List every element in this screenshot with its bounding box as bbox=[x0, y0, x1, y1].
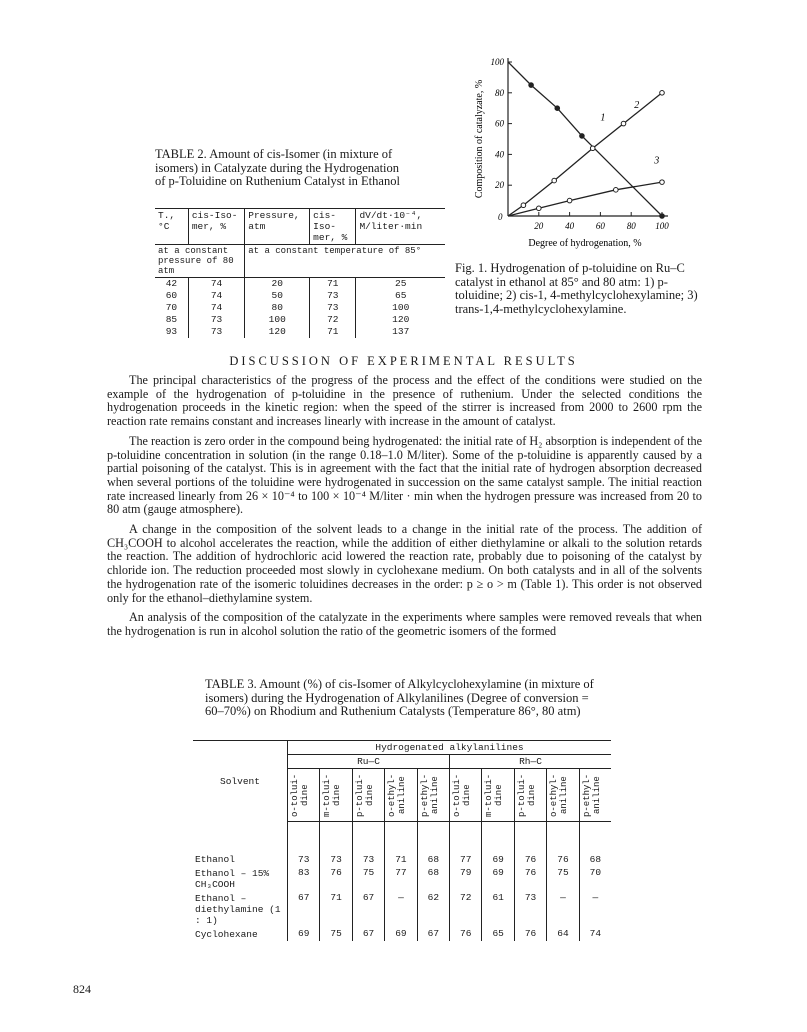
table3-cell: 73 bbox=[352, 822, 384, 867]
table3-column-header bbox=[579, 769, 611, 822]
table3-solvent-header: Solvent bbox=[193, 741, 288, 822]
table2-cell: 70 bbox=[155, 302, 188, 314]
table3-cell: 71 bbox=[385, 822, 417, 867]
table3-cell: 76 bbox=[450, 927, 482, 941]
table2-header: T., °C bbox=[155, 209, 188, 245]
x-tick-label: 20 bbox=[534, 221, 544, 231]
table2-cell: 73 bbox=[188, 314, 244, 326]
table2-row bbox=[155, 326, 445, 338]
table3-cell: 72 bbox=[450, 891, 482, 927]
paragraph: The principal characteristics of the progress of the process and the effect of the conditions were studied on the example of the hydrogenation of p-toluidine in the presence of ruthenium. Under the selected conditions the hydrogenation proceeds in the kinetic region: when the speed of the stirrer is increased from 2000 to 2600 rpm the reaction rate remains constant and increases linearly with increase in the amount of catalyst. bbox=[107, 373, 702, 429]
series-point-2 bbox=[621, 121, 626, 126]
table2-caption: TABLE 2. Amount of cis-Isomer (in mixture of isomers) in Catalyzate during the Hydrogenation of p-Toluidine on Ruthenium Catalyst in Ethanol bbox=[155, 147, 400, 188]
series-point-2 bbox=[521, 203, 526, 208]
table3-cell: 69 bbox=[482, 822, 514, 867]
table3-column-header bbox=[514, 769, 546, 822]
x-tick-label: 80 bbox=[626, 221, 636, 231]
paragraph: The reaction is zero order in the compound being hydrogenated: the initial rate of H₂ absorption is independent of the p-toluidine concentration in solution (in the range 0.18–1.0 M/liter). Some of the p-toluidine is apparently caused by a partial poisoning of the catalyst. This is in agreement with the fact that the initial rate of hydrogen absorption decreased when several portions of the toluidine were hydrogenated in succession on the same catalyst sample. The initial reaction rate increased linearly from 26 × 10⁻⁴ to 100 × 10⁻⁴ M/liter · min when the hydrogen pressure was increased from 20 to 80 atm (gauge atmosphere). bbox=[107, 433, 702, 517]
table2-subheader: at a constant temperature of 85° bbox=[245, 245, 445, 278]
y-tick-label: 60 bbox=[495, 118, 504, 129]
table3-cell: — bbox=[592, 892, 599, 903]
table2-header: dV/dt·10⁻⁴, M/liter·min bbox=[356, 209, 445, 245]
table2-row bbox=[155, 302, 445, 314]
table3-column-label: o-ethyl- aniline bbox=[387, 773, 408, 817]
paragraph: An analysis of the composition of the catalyzate in the experiments where samples were removed reveals that when the hydrogenation is run in alcohol solution the ratio of the geometric isomers of the formed bbox=[107, 610, 702, 638]
y-tick-label: 40 bbox=[495, 149, 504, 160]
table2-cell: 73 bbox=[310, 290, 356, 302]
table3-row bbox=[193, 891, 611, 927]
table3 bbox=[193, 740, 611, 941]
table3-column-header bbox=[547, 769, 579, 822]
table3-cell: 67 bbox=[352, 927, 384, 941]
table3-catalyst-rh: Rh—C bbox=[450, 755, 611, 769]
table2-cell: 71 bbox=[310, 326, 356, 338]
table3-cell: 75 bbox=[320, 927, 352, 941]
x-tick-label: 40 bbox=[565, 221, 575, 231]
table3-cell: 71 bbox=[320, 891, 352, 927]
table3-caption: TABLE 3. Amount (%) of cis-Isomer of Alkylcyclohexylamine (in mixture of isomers) during the Hydrogenation of Alkylanilines (Degree of conversion = 60–70%) on Rhodium and Ruthenium Catalysts (Temperature 86°, 80 atm) bbox=[205, 677, 594, 718]
table3-cell: — bbox=[385, 891, 417, 927]
paragraph: A change in the composition of the solvent leads to a change in the initial rate of the process. The addition of CH₃COOH to alcohol accelerates the reaction, while the addition of either diethylamine or alkali to the solution retards the reaction. The addition of hydrochloric acid lowered the reaction rate, probably due to poisoning of the catalyst by chloride ion. The reduction proceeded most slowly in cyclohexane medium. On both catalysts and in all of the solvents the hydrogenation rate of the isomeric toluidines decreases in the order: p ≥ o > m (Table 1). This order is not observed only for the ethanol–diethylamine system. bbox=[107, 522, 702, 605]
table3-cell: 76 bbox=[547, 822, 579, 867]
figure1-caption: Fig. 1. Hydrogenation of p-toluidine on Ru–C catalyst in ethanol at 85° and 80 atm: 1) p-toluidine; 2) cis-1, 4-methylcyclohexylamine; 3) trans-1,4-methylcyclohexylamine. bbox=[455, 261, 698, 316]
table3-cell: 74 bbox=[589, 928, 602, 939]
table3-cell: 76 bbox=[514, 927, 546, 941]
table3-cell: 76 bbox=[320, 866, 352, 891]
table3-cell: 67 bbox=[288, 891, 320, 927]
table2-header: cis-Iso-mer, % bbox=[310, 209, 356, 245]
x-tick-label: 60 bbox=[595, 221, 605, 231]
table2-row bbox=[155, 290, 445, 302]
table3-column-label: p-ethyl- aniline bbox=[419, 773, 440, 817]
table3-column-label: o-ethyl- aniline bbox=[549, 773, 570, 817]
series-point-1 bbox=[555, 106, 560, 111]
table2-subheader: at a constant pressure of 80 atm bbox=[155, 245, 245, 278]
table2-cell: 71 bbox=[310, 278, 356, 291]
table2-cell: 100 bbox=[392, 302, 410, 313]
table3-cell: 70 bbox=[589, 867, 602, 878]
table2-cell: 80 bbox=[245, 302, 310, 314]
x-tick-label: 100 bbox=[655, 221, 669, 231]
series-point-1 bbox=[529, 83, 534, 88]
table2-cell: 25 bbox=[395, 278, 407, 289]
table3-column-label: p-ethyl- aniline bbox=[581, 773, 602, 817]
table3-column-header bbox=[482, 769, 514, 822]
table3-cell: 62 bbox=[417, 891, 449, 927]
series-point-1 bbox=[660, 214, 665, 219]
table2-cell: 74 bbox=[188, 290, 244, 302]
table3-solvent: Ethanol – 15% CH₃COOH bbox=[193, 866, 288, 891]
table3-column-label: m-tolui- dine bbox=[484, 773, 505, 817]
table3-row bbox=[193, 822, 611, 867]
series-point-3 bbox=[614, 188, 619, 193]
table3-catalyst-ru: Ru—C bbox=[288, 755, 450, 769]
table3-column-header bbox=[450, 769, 482, 822]
series-point-3 bbox=[660, 180, 665, 185]
table3-cell: 75 bbox=[352, 866, 384, 891]
table3-cell: 75 bbox=[547, 866, 579, 891]
origin-label: 0 bbox=[498, 212, 503, 222]
page-number: 824 bbox=[73, 982, 91, 996]
table2-cell: 42 bbox=[155, 278, 188, 291]
series-label-2: 2 bbox=[634, 100, 640, 112]
table2-cell: 85 bbox=[155, 314, 188, 326]
table2-cell: 74 bbox=[188, 278, 244, 291]
table2-cell: 120 bbox=[245, 326, 310, 338]
table3-cell: 77 bbox=[450, 822, 482, 867]
series-point-2 bbox=[590, 146, 595, 151]
table2-cell: 72 bbox=[310, 314, 356, 326]
table2-cell: 60 bbox=[155, 290, 188, 302]
table3-row bbox=[193, 927, 611, 941]
table3-cell: 68 bbox=[589, 854, 602, 865]
table3-cell: 76 bbox=[514, 822, 546, 867]
table3-column-header bbox=[385, 769, 417, 822]
table3-cell: 79 bbox=[450, 866, 482, 891]
y-tick-label: 100 bbox=[490, 57, 504, 67]
table3-cell: 73 bbox=[320, 822, 352, 867]
table3-solvent: Ethanol bbox=[193, 822, 288, 867]
table3-cell: 76 bbox=[514, 866, 546, 891]
table3-column-header bbox=[352, 769, 384, 822]
table2-cell: 20 bbox=[245, 278, 310, 291]
table3-cell: 68 bbox=[417, 866, 449, 891]
table3-column-label: o-tolui- dine bbox=[290, 773, 310, 817]
table3-solvent: Cyclohexane bbox=[193, 927, 288, 941]
table2-cell: 50 bbox=[245, 290, 310, 302]
table2-cell: 74 bbox=[188, 302, 244, 314]
table2-header: cis-Iso-mer, % bbox=[188, 209, 244, 245]
series-label-3: 3 bbox=[654, 155, 660, 167]
table2-cell: 100 bbox=[245, 314, 310, 326]
table2-header: Pressure, atm bbox=[245, 209, 310, 245]
table3-cell: — bbox=[547, 891, 579, 927]
series-label-1: 1 bbox=[600, 112, 606, 124]
table3-row bbox=[193, 866, 611, 891]
y-tick-label: 20 bbox=[495, 180, 504, 191]
table3-column-header bbox=[288, 769, 320, 822]
table2-cell: 73 bbox=[188, 326, 244, 338]
series-point-2 bbox=[660, 91, 665, 96]
table3-cell: 69 bbox=[482, 866, 514, 891]
table3-solvent: Ethanol – diethylamine (1 : 1) bbox=[193, 891, 288, 927]
table3-cell: 83 bbox=[288, 866, 320, 891]
table3-column-label: m-tolui- dine bbox=[322, 773, 343, 817]
section-heading: DISCUSSION OF EXPERIMENTAL RESULTS bbox=[229, 354, 578, 368]
table3-cell: 77 bbox=[385, 866, 417, 891]
table2-cell: 93 bbox=[155, 326, 188, 338]
table2-row bbox=[155, 314, 445, 326]
table3-cell: 73 bbox=[288, 822, 320, 867]
table2-cell: 120 bbox=[392, 314, 410, 325]
table3-group-header: Hydrogenated alkylanilines bbox=[288, 741, 612, 755]
x-axis-label: Degree of hydrogenation, % bbox=[528, 238, 642, 249]
table3-column-header bbox=[417, 769, 449, 822]
table3-cell: 64 bbox=[547, 927, 579, 941]
table3-column-label: o-tolui- dine bbox=[452, 773, 473, 817]
table3-cell: 65 bbox=[482, 927, 514, 941]
y-tick-label: 80 bbox=[495, 87, 504, 98]
series-point-2 bbox=[552, 178, 557, 183]
body-text bbox=[107, 374, 702, 645]
table3-cell: 69 bbox=[385, 927, 417, 941]
table3-column-header bbox=[320, 769, 352, 822]
table3-cell: 68 bbox=[417, 822, 449, 867]
figure1-chart bbox=[440, 48, 690, 278]
table3-column-label: p-tolui- dine bbox=[354, 773, 375, 817]
table2-cell: 137 bbox=[392, 326, 410, 337]
table3-cell: 67 bbox=[352, 891, 384, 927]
table3-cell: 67 bbox=[417, 927, 449, 941]
table3-cell: 61 bbox=[482, 891, 514, 927]
table3-cell: 69 bbox=[288, 927, 320, 941]
table2-cell: 65 bbox=[395, 290, 407, 301]
y-axis-label: Composition of catalyzate, % bbox=[474, 79, 485, 199]
table2 bbox=[155, 208, 445, 338]
table3-column-label: p-tolui- dine bbox=[516, 773, 537, 817]
table2-row bbox=[155, 278, 445, 291]
table3-cell: 73 bbox=[514, 891, 546, 927]
series-point-3 bbox=[537, 206, 542, 211]
table2-cell: 73 bbox=[310, 302, 356, 314]
series-point-3 bbox=[567, 198, 572, 203]
series-point-1 bbox=[580, 134, 585, 139]
